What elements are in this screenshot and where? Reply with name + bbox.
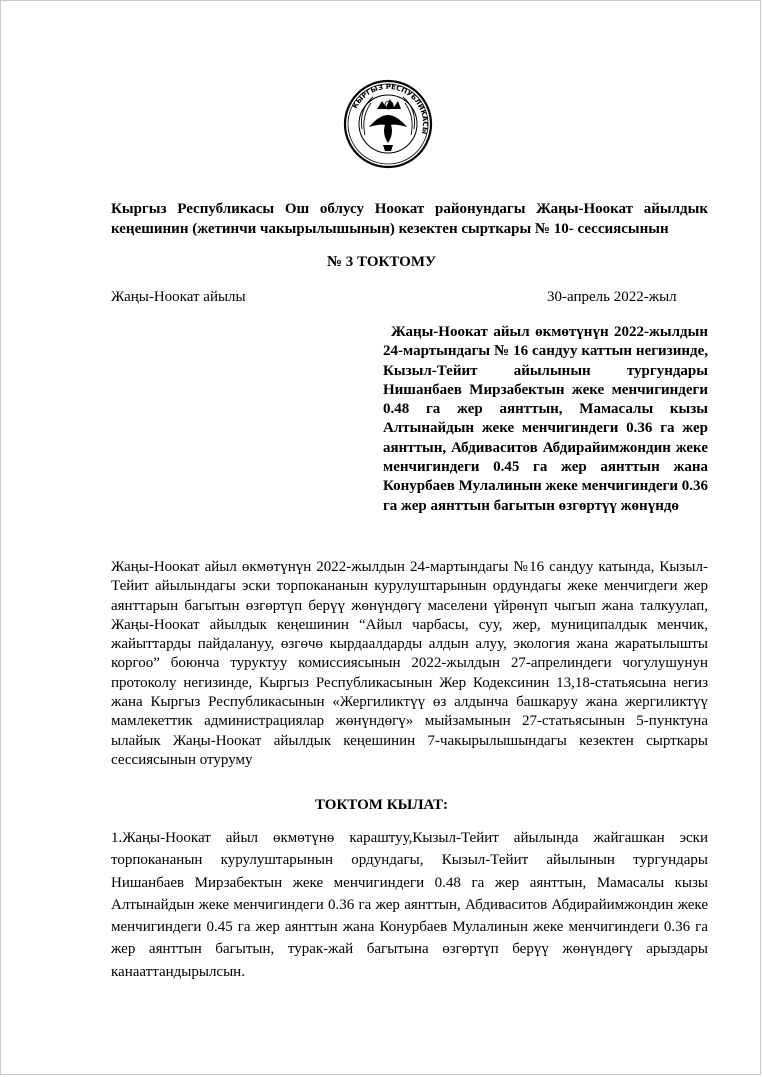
- resolution-item: [111, 827, 708, 983]
- decree-place: Жаңы-Ноокат айылы: [111, 289, 246, 305]
- preamble-paragraph: Жаңы-Ноокат айыл өкмөтүнүн 2022-жылдын 24-мартындагы №16 сандуу катында, Кызыл-Тейит айылындагы эски торпокананын курулуштарынын ордундагы жеке менчигдеги жер аянттарын багытын өзгөртүп берүү жөнүндөгү маселени үйрөнүп чыгып жана талкуулап, Жаңы-Ноокат айылдык кеңешинин “Айыл чарбасы, суу, жер, муниципалдык менчик, жайыттарды пайдалануу, өзгөчө кырдаалдарды алдын алуу, экология жана жаратылышты коргоо” боюнча туруктуу комиссиясынын 2022-жылдын 27-апрелиндеги чогулушунун протоколу негизинде, Кыргыз Республикасынын Жер Кодексинин 13,18-статьясына негиз жана Кыргыз Республикасынын «Жергиликтүү өз алдынча башкаруу жана жергиликтүү мамлекеттик администрациялар жөнүндөгү» мыйзамынын 27-статьясынын 5-пунктуна ылайык Жаңы-Ноокат айылдык кеңешинин 7-чакырылышындагы кезектен сырткары сессиясынын отуруму: [111, 559, 708, 768]
- resolve-heading: ТОКТОМ КЫЛАТ:: [314, 797, 449, 813]
- kyrgyz-state-emblem-icon: [343, 79, 433, 169]
- item-number: 1.: [111, 830, 123, 846]
- item-text: Жаңы-Ноокат айыл өкмөтүнө караштуу,Кызыл-Тейит айылында жайгашкан эски торпокананын курулуштарынын ордундагы, Кызыл-Тейит айылынын тургундары Нишанбаев Мирзабектын жеке менчигиндеги 0.48 га жер аянттын, Мамасалы кызы Алтынайдын жеке менчигиндеги 0.36 га жер аянттын, Абдиваситов Абдирайимжондин жеке менчигиндеги 0.45 га жер аянттын жана Конурбаев Мулалинын жеке менчигиндеги 0.36 га жер аянттын багытын, турак-жай багытына өзгөртүп берүү жөнүндөгү арыздары канааттандырылсын.: [111, 830, 708, 980]
- decree-subject: Жаңы-Ноокат айыл өкмөтүнүн 2022-жылдын 24-мартындагы № 16 сандуу каттын негизинде, Кызыл-Тейит айылынын тургундары Нишанбаев Мирзабектын жеке менчигиндеги 0.48 га жер аянттын, Мамасалы кызы Алтынайдын жеке менчигиндеги 0.36 га жер аянттын, Абдиваситов Абдирайимжондин жеке менчигиндеги 0.45 га жер аянттын жана Конурбаев Мулалинын жеке менчигиндеги 0.36 га жер аянттын багытын өзгөртүү жөнүндө: [383, 324, 708, 514]
- session-header: Кыргыз Республикасы Ош облусу Ноокат районундагы Жаңы-Ноокат айылдык кеңешинин (жетинчи чакырылышынын) кезектен сырткары № 10- сессиясынын: [111, 201, 708, 237]
- decree-date: 30-апрель 2022-жыл: [547, 289, 677, 305]
- decree-title: № 3 ТОКТОМУ: [326, 254, 437, 270]
- emblem-inscription: КЫРГЫЗ РЕСПУБЛИКАСЫ: [351, 82, 430, 135]
